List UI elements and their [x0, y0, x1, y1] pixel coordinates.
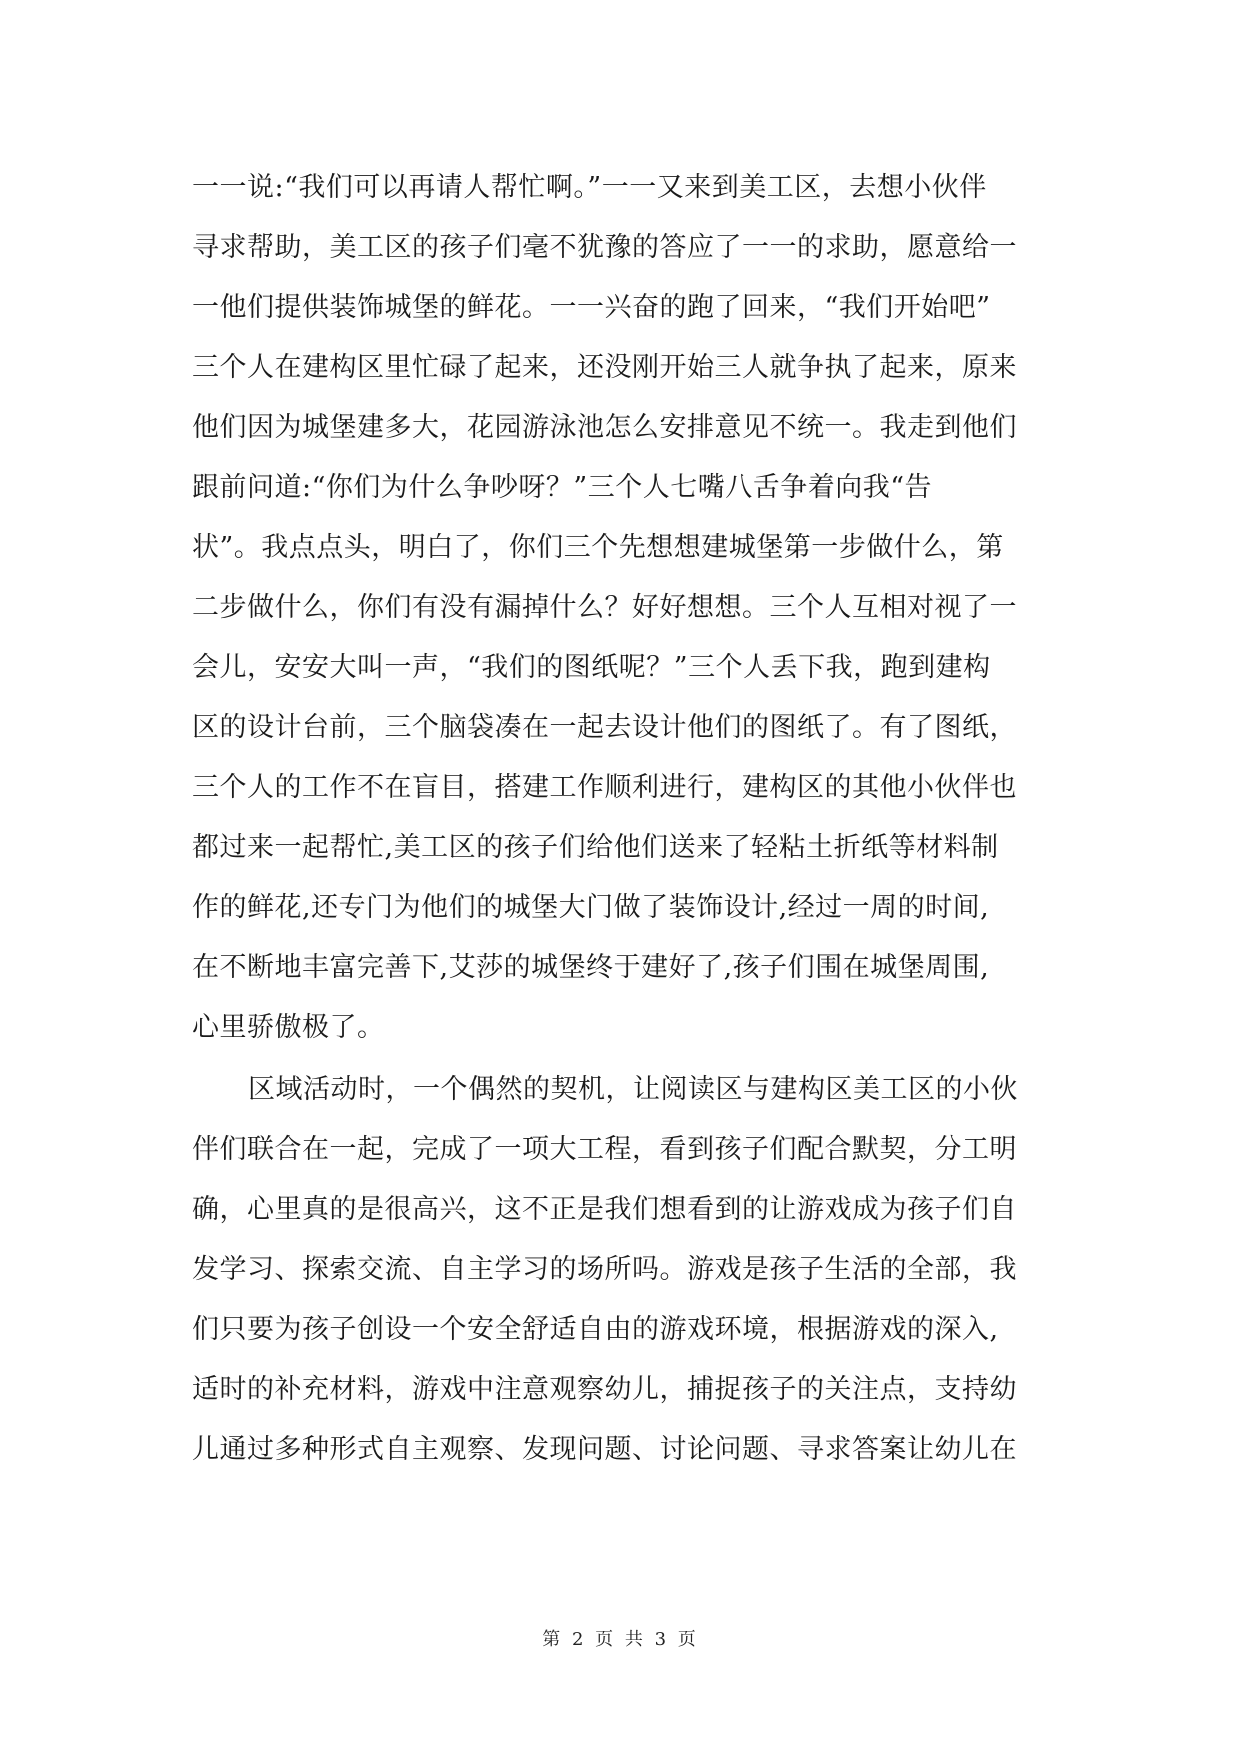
text-line: 都过来一起帮忙,美工区的孩子们给他们送来了轻粘土折纸等材料制: [192, 832, 999, 863]
text-line: 在不断地丰富完善下,艾莎的城堡终于建好了,孩子们围在城堡周围,: [192, 952, 990, 983]
text-line: 心里骄傲极了。: [192, 1012, 385, 1043]
text-line: 三个人的工作不在盲目，搭建工作顺利进行，建构区的其他小伙伴也: [192, 772, 1017, 803]
text-line: 一他们提供装饰城堡的鲜花。一一兴奋的跑了回来，“我们开始吧”: [192, 292, 991, 323]
text-line: 适时的补充材料，游戏中注意观察幼儿，捕捉孩子的关注点，支持幼: [192, 1374, 1017, 1405]
page-number-footer: 第 2 页 共 3 页: [542, 1629, 699, 1650]
paragraph-1: [192, 158, 1052, 1058]
text-line: 跟前问道:“你们为什么争吵呀？”三个人七嘴八舌争着向我“告: [192, 472, 933, 503]
document-body: [192, 158, 1052, 1480]
text-line: 儿通过多种形式自主观察、发现问题、讨论问题、寻求答案让幼儿在: [192, 1434, 1017, 1465]
text-line: 们只要为孩子创设一个安全舒适自由的游戏环境，根据游戏的深入,: [192, 1314, 999, 1345]
text-line: 会儿，安安大叫一声，“我们的图纸呢？”三个人丢下我，跑到建构: [192, 652, 991, 683]
text-line-indented: 区域活动时，一个偶然的契机，让阅读区与建构区美工区的小伙: [248, 1074, 1018, 1105]
text-line: 一一说:“我们可以再请人帮忙啊。”一一又来到美工区，去想小伙伴: [192, 172, 987, 203]
text-line: 区的设计台前，三个脑袋凑在一起去设计他们的图纸了。有了图纸，: [192, 712, 1017, 743]
text-line: 二步做什么，你们有没有漏掉什么？好好想想。三个人互相对视了一: [192, 592, 1017, 623]
text-line: 三个人在建构区里忙碌了起来，还没刚开始三人就争执了起来，原来: [192, 352, 1017, 383]
text-line: 状”。我点点头，明白了，你们三个先想想建城堡第一步做什么，第: [192, 532, 1004, 563]
text-line: 发学习、探索交流、自主学习的场所吗。游戏是孩子生活的全部，我: [192, 1254, 1017, 1285]
text-line: 伴们联合在一起，完成了一项大工程，看到孩子们配合默契，分工明: [192, 1134, 1017, 1165]
text-line: 确，心里真的是很高兴，这不正是我们想看到的让游戏成为孩子们自: [192, 1194, 1017, 1225]
text-line: 寻求帮助，美工区的孩子们毫不犹豫的答应了一一的求助，愿意给一: [192, 232, 1017, 263]
paragraph-2: [192, 1060, 1052, 1480]
text-line: 作的鲜花,还专门为他们的城堡大门做了装饰设计,经过一周的时间,: [192, 892, 990, 923]
text-line: 他们因为城堡建多大，花园游泳池怎么安排意见不统一。我走到他们: [192, 412, 1017, 443]
